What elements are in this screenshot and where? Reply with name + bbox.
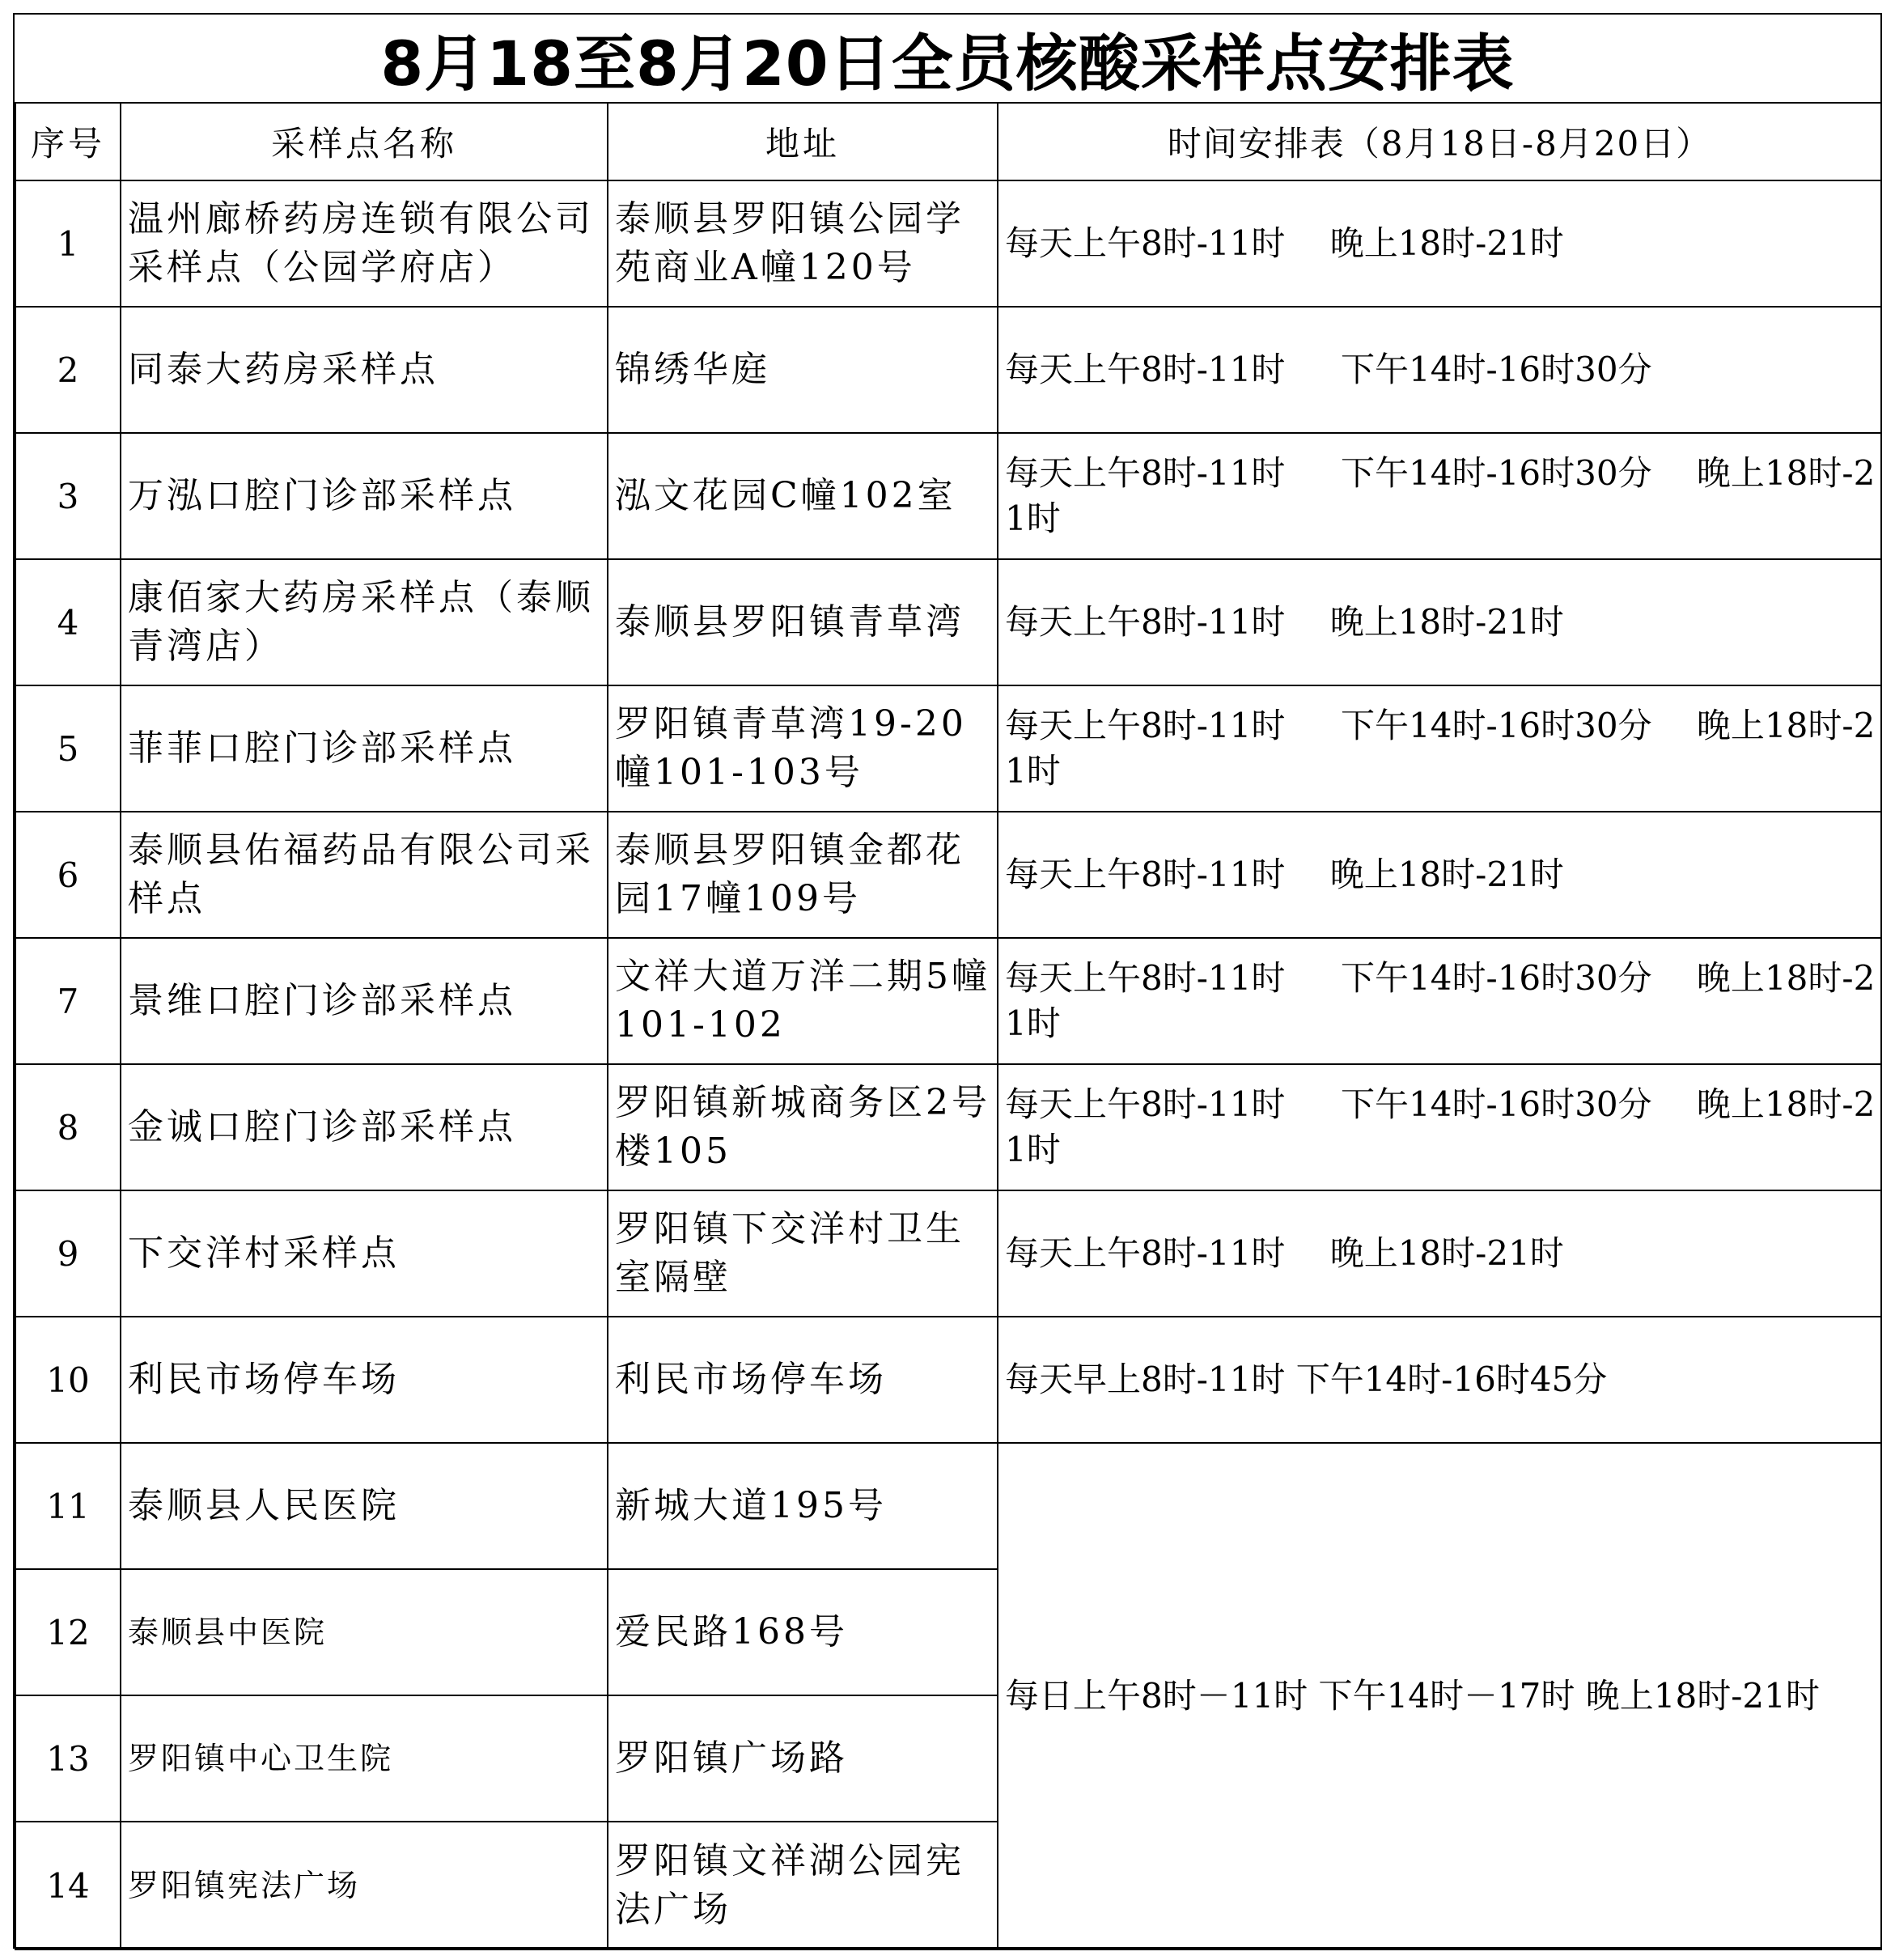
site-time: 每天上午8时-11时 晚上18时-21时 (998, 180, 1881, 307)
site-name: 下交洋村采样点 (121, 1190, 608, 1317)
site-address: 罗阳镇文祥湖公园宪法广场 (608, 1822, 998, 1949)
site-time: 每天上午8时-11时 下午14时-16时30分 晚上18时-21时 (998, 433, 1881, 559)
row-no: 2 (15, 307, 121, 433)
table-row (15, 938, 1881, 1064)
site-time: 每天上午8时-11时 下午14时-16时30分 (998, 307, 1881, 433)
header-no: 序号 (15, 103, 121, 180)
table-row (15, 685, 1881, 812)
row-no: 4 (15, 559, 121, 685)
site-time: 每天上午8时-11时 下午14时-16时30分 晚上18时-21时 (998, 938, 1881, 1064)
table-row (15, 307, 1881, 433)
site-address: 泓文花园C幢102室 (608, 433, 998, 559)
schedule-sheet (13, 13, 1882, 1949)
site-address: 泰顺县罗阳镇公园学苑商业A幢120号 (608, 180, 998, 307)
row-no: 1 (15, 180, 121, 307)
site-address: 罗阳镇青草湾19-20幢101-103号 (608, 685, 998, 812)
table-row (15, 1064, 1881, 1190)
site-time: 每天上午8时-11时 下午14时-16时30分 晚上18时-21时 (998, 685, 1881, 812)
site-name: 泰顺县人民医院 (121, 1443, 608, 1569)
site-address: 泰顺县罗阳镇金都花园17幢109号 (608, 812, 998, 938)
row-no: 9 (15, 1190, 121, 1317)
row-no: 7 (15, 938, 121, 1064)
table-row (15, 433, 1881, 559)
site-name: 金诚口腔门诊部采样点 (121, 1064, 608, 1190)
site-address: 罗阳镇广场路 (608, 1695, 998, 1822)
site-name: 罗阳镇中心卫生院 (121, 1695, 608, 1822)
site-name: 菲菲口腔门诊部采样点 (121, 685, 608, 812)
table-row (15, 1443, 1881, 1569)
schedule-table (15, 102, 1882, 1950)
site-name: 同泰大药房采样点 (121, 307, 608, 433)
site-time: 每天早上8时-11时 下午14时-16时45分 (998, 1317, 1881, 1443)
merged-time-cell: 每日上午8时－11时 下午14时－17时 晚上18时-21时 (998, 1443, 1881, 1949)
site-address: 罗阳镇新城商务区2号楼105 (608, 1064, 998, 1190)
row-no: 12 (15, 1569, 121, 1695)
table-row (15, 1317, 1881, 1443)
row-no: 3 (15, 433, 121, 559)
site-name: 泰顺县佑福药品有限公司采样点 (121, 812, 608, 938)
header-time: 时间安排表（8月18日-8月20日） (998, 103, 1881, 180)
site-name: 万泓口腔门诊部采样点 (121, 433, 608, 559)
site-address: 利民市场停车场 (608, 1317, 998, 1443)
site-address: 罗阳镇下交洋村卫生室隔壁 (608, 1190, 998, 1317)
site-time: 每天上午8时-11时 晚上18时-21时 (998, 812, 1881, 938)
site-name: 康佰家大药房采样点（泰顺青湾店） (121, 559, 608, 685)
site-name: 景维口腔门诊部采样点 (121, 938, 608, 1064)
page-title: 8月18至8月20日全员核酸采样点安排表 (380, 27, 1515, 100)
site-address: 锦绣华庭 (608, 307, 998, 433)
row-no: 8 (15, 1064, 121, 1190)
row-no: 11 (15, 1443, 121, 1569)
site-address: 泰顺县罗阳镇青草湾 (608, 559, 998, 685)
site-time: 每天上午8时-11时 晚上18时-21时 (998, 1190, 1881, 1317)
table-row (15, 1190, 1881, 1317)
site-address: 新城大道195号 (608, 1443, 998, 1569)
site-address: 爱民路168号 (608, 1569, 998, 1695)
row-no: 13 (15, 1695, 121, 1822)
site-time: 每天上午8时-11时 下午14时-16时30分 晚上18时-21时 (998, 1064, 1881, 1190)
header-address: 地址 (608, 103, 998, 180)
header-name: 采样点名称 (121, 103, 608, 180)
site-name: 温州廊桥药房连锁有限公司采样点（公园学府店） (121, 180, 608, 307)
table-row (15, 559, 1881, 685)
row-no: 10 (15, 1317, 121, 1443)
row-no: 14 (15, 1822, 121, 1949)
site-name: 罗阳镇宪法广场 (121, 1822, 608, 1949)
site-name: 利民市场停车场 (121, 1317, 608, 1443)
table-header-row (15, 103, 1881, 180)
row-no: 5 (15, 685, 121, 812)
table-row (15, 812, 1881, 938)
site-name: 泰顺县中医院 (121, 1569, 608, 1695)
table-row (15, 180, 1881, 307)
site-time: 每天上午8时-11时 晚上18时-21时 (998, 559, 1881, 685)
row-no: 6 (15, 812, 121, 938)
site-address: 文祥大道万洋二期5幢101-102 (608, 938, 998, 1064)
